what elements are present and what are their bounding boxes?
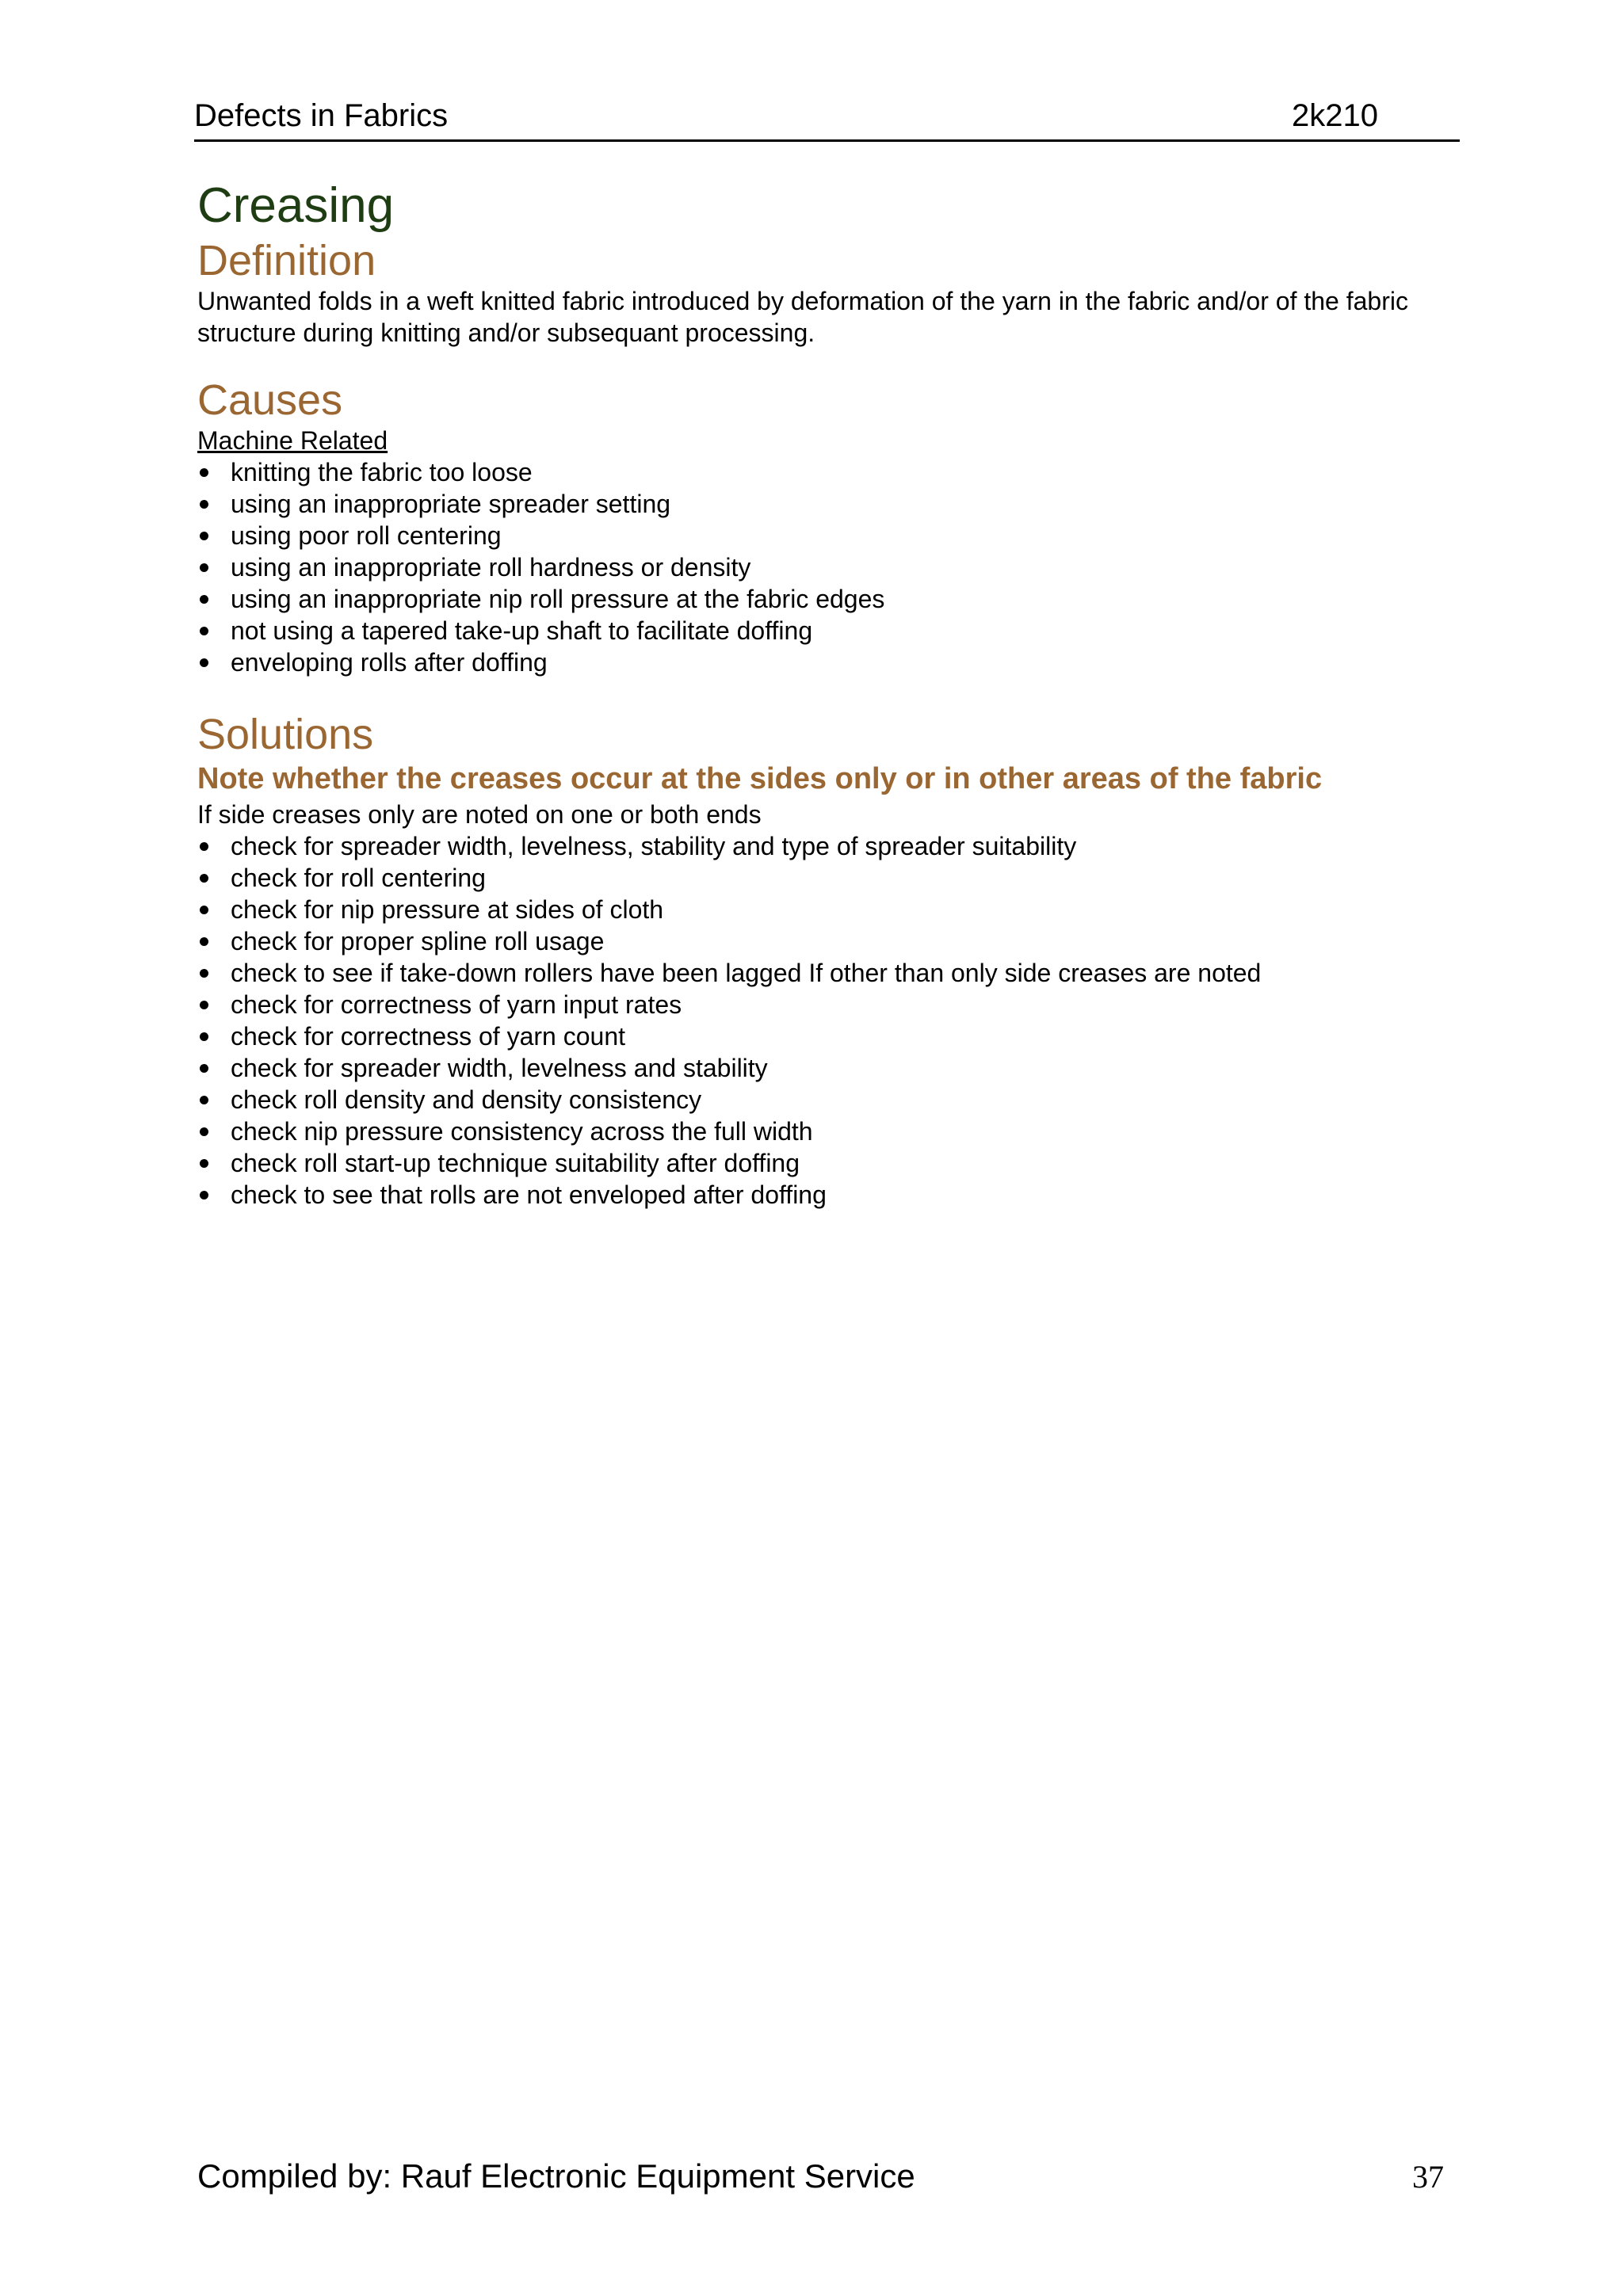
spacer — [197, 678, 1465, 710]
solutions-intro: If side creases only are noted on one or both ends — [197, 800, 762, 829]
list-item — [197, 456, 1465, 488]
bullet-icon — [200, 595, 208, 604]
list-item-text: check roll start-up technique suitability after doffing — [231, 1149, 800, 1177]
list-item-text: check for spreader width, levelness and stability — [231, 1054, 768, 1082]
list-item-text: check to see if take-down rollers have been lagged If other than only side creases are noted — [231, 959, 1262, 987]
solutions-list — [197, 830, 1465, 1211]
list-item-text: check nip pressure consistency across the full width — [231, 1117, 813, 1146]
list-item — [197, 1052, 1465, 1084]
bullet-icon — [200, 1096, 208, 1104]
list-item-text: not using a tapered take-up shaft to facilitate doffing — [231, 616, 813, 645]
bullet-icon — [200, 532, 208, 540]
bullet-icon — [200, 1191, 208, 1199]
bullet-icon — [200, 937, 208, 946]
list-item-text: knitting the fabric too loose — [231, 458, 533, 486]
spacer — [197, 349, 1465, 376]
bullet-icon — [200, 1159, 208, 1168]
page-title: Creasing — [197, 178, 395, 233]
list-item-text: check roll density and density consistency — [231, 1085, 702, 1114]
list-item-text: using an inappropriate spreader setting — [231, 490, 671, 518]
list-item-text: using an inappropriate roll hardness or density — [231, 553, 751, 582]
solutions-heading: Solutions — [197, 711, 374, 758]
bullet-icon — [200, 500, 208, 509]
bullet-icon — [200, 627, 208, 635]
bullet-icon — [200, 1032, 208, 1041]
bullet-icon — [200, 658, 208, 667]
list-item — [197, 862, 1465, 894]
list-item-text: check for correctness of yarn input rates — [231, 990, 682, 1019]
causes-list — [197, 456, 1465, 678]
bullet-icon — [200, 1001, 208, 1009]
list-item — [197, 646, 1465, 678]
list-item — [197, 583, 1465, 615]
bullet-icon — [200, 1064, 208, 1073]
bullet-icon — [200, 969, 208, 978]
header-document-code: 2k210 — [1292, 98, 1378, 133]
bullet-icon — [200, 842, 208, 851]
list-item — [197, 957, 1465, 989]
list-item — [197, 925, 1465, 957]
list-item — [197, 520, 1465, 551]
list-item — [197, 894, 1465, 925]
footer-compiled-by: Compiled by: Rauf Electronic Equipment Service — [197, 2157, 915, 2195]
definition-heading: Definition — [197, 237, 376, 284]
list-item — [197, 1147, 1465, 1179]
list-item-text: check to see that rolls are not enveloped after doffing — [231, 1180, 827, 1209]
list-item — [197, 830, 1465, 862]
list-item-text: enveloping rolls after doffing — [231, 648, 548, 677]
list-item-text: using an inappropriate nip roll pressure at the fabric edges — [231, 585, 885, 613]
list-item — [197, 989, 1465, 1020]
list-item — [197, 1116, 1465, 1147]
list-item-text: check for nip pressure at sides of cloth — [231, 895, 664, 924]
list-item-text: check for correctness of yarn count — [231, 1022, 625, 1051]
bullet-icon — [200, 468, 208, 477]
causes-heading: Causes — [197, 376, 343, 424]
header-document-title: Defects in Fabrics — [194, 98, 449, 133]
bullet-icon — [200, 874, 208, 883]
solutions-note: Note whether the creases occur at the sides only or in other areas of the fabric — [197, 762, 1323, 795]
bullet-icon — [200, 563, 208, 572]
list-item — [197, 615, 1465, 646]
bullet-icon — [200, 1127, 208, 1136]
page-header — [194, 95, 1460, 142]
list-item-text: check for proper spline roll usage — [231, 927, 605, 955]
list-item — [197, 1084, 1465, 1116]
list-item — [197, 488, 1465, 520]
page-content — [197, 176, 1465, 1211]
definition-text: Unwanted folds in a weft knitted fabric introduced by deformation of the yarn in the fabric and/or of the fabric structure during knitting and/or subsequant processing. — [197, 287, 1408, 347]
list-item — [197, 1179, 1465, 1211]
list-item-text: using poor roll centering — [231, 521, 502, 550]
list-item-text: check for spreader width, levelness, stability and type of spreader suitability — [231, 832, 1077, 860]
bullet-icon — [200, 906, 208, 914]
list-item — [197, 1020, 1465, 1052]
list-item — [197, 551, 1465, 583]
list-item-text: check for roll centering — [231, 864, 486, 892]
footer-page-number: 37 — [1412, 2159, 1444, 2195]
causes-subheading: Machine Related — [197, 426, 388, 455]
